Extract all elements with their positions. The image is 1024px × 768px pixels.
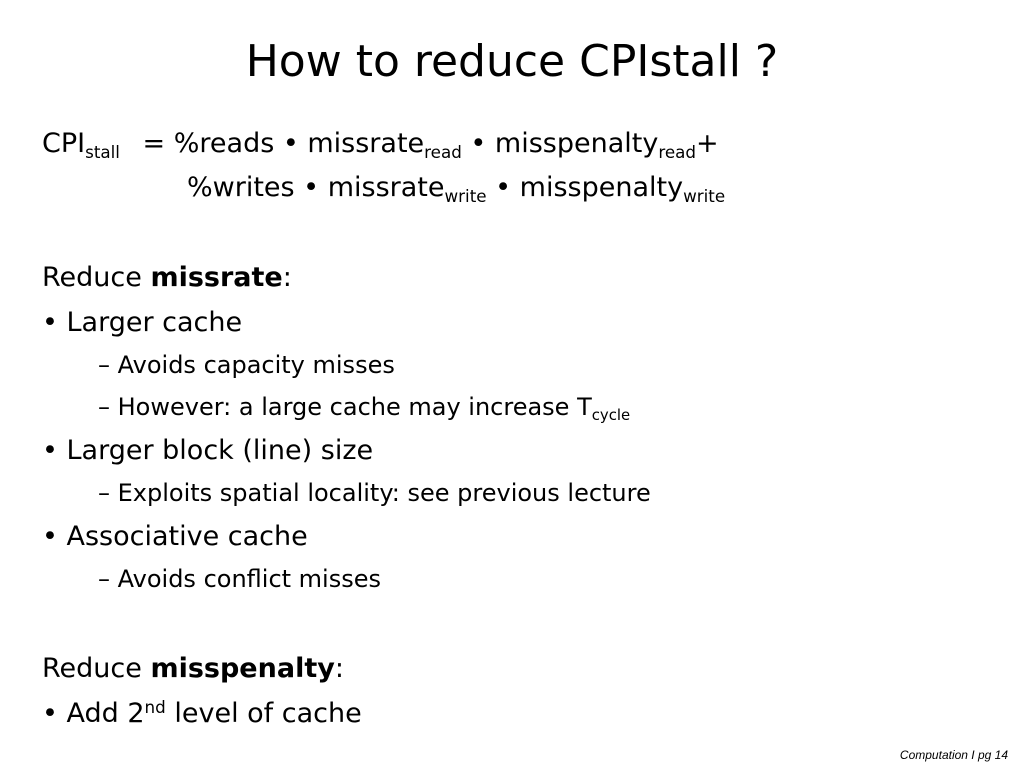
slide-footer: Computation I pg 14	[899, 748, 1008, 762]
missrate-write-subscript: write	[444, 185, 487, 206]
misspenalty-read-subscript: read	[658, 141, 697, 162]
heading-colon: :	[334, 653, 344, 684]
bullet-add-second-level-cache	[42, 696, 362, 732]
formula-misspenalty-term: • misspenalty	[461, 128, 659, 159]
tcycle-subscript: cycle	[591, 406, 631, 425]
ordinal-superscript: nd	[144, 696, 166, 717]
heading-prefix: Reduce	[42, 653, 151, 684]
formula-writes-term: %writes • missrate	[187, 172, 445, 203]
heading-keyword: missrate	[150, 262, 283, 293]
formula-line-1	[42, 126, 719, 162]
sub-bullet-capacity-misses: – Avoids capacity misses	[98, 351, 395, 379]
misspenalty-write-subscript: write	[683, 185, 726, 206]
formula-line-2	[187, 170, 725, 206]
section-heading-misspenalty	[42, 651, 344, 687]
bullet-larger-block: • Larger block (line) size	[42, 435, 374, 466]
formula-reads-term: = %reads • missrate	[142, 128, 425, 159]
sub-bullet-spatial-locality: – Exploits spatial locality: see previous lecture	[98, 479, 651, 507]
heading-keyword: misspenalty	[150, 653, 335, 684]
bullet-larger-cache: • Larger cache	[42, 307, 243, 338]
sub-bullet-increase-tcycle	[98, 391, 630, 423]
slide-title: How to reduce CPIstall ?	[245, 36, 779, 87]
plus-sign: +	[696, 128, 719, 159]
sub-bullet-text: – However: a large cache may increase T	[98, 393, 592, 421]
cpi-label: CPI	[42, 128, 86, 159]
sub-bullet-conflict-misses: – Avoids conflict misses	[98, 565, 381, 593]
section-heading-missrate	[42, 260, 292, 296]
heading-prefix: Reduce	[42, 262, 151, 293]
formula-misspenalty-write-term: • misspenalty	[486, 172, 684, 203]
heading-colon: :	[282, 262, 292, 293]
bullet-text: • Add 2	[42, 698, 145, 729]
bullet-associative-cache: • Associative cache	[42, 521, 308, 552]
cpi-subscript: stall	[85, 141, 120, 162]
missrate-read-subscript: read	[424, 141, 462, 162]
bullet-text-suffix: level of cache	[165, 698, 362, 729]
